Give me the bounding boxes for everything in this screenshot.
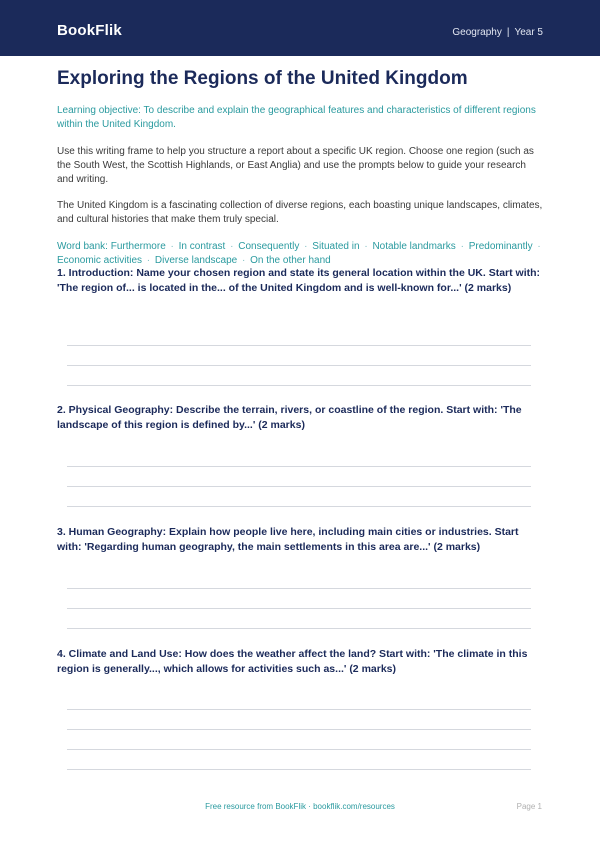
page-title: Exploring the Regions of the United Kingdom xyxy=(57,68,468,89)
answer-line[interactable] xyxy=(67,466,531,467)
context-paragraph: The United Kingdom is a fascinating collection of diverse regions, each boasting unique landscapes, climates, and cultural histories that make them truly special. xyxy=(57,200,543,225)
separator: · xyxy=(534,241,541,252)
brand-logo: BookFlik xyxy=(57,22,122,39)
question-3: 3. Human Geography: Explain how people live here, including main cities or industries. Start with: 'Regarding human geography, the main settlements in this area are...' (2 marks) xyxy=(57,526,519,553)
answer-line[interactable] xyxy=(67,769,531,770)
word-bank xyxy=(57,240,543,268)
separator: · xyxy=(167,241,177,252)
question-2: 2. Physical Geography: Describe the terrain, rivers, or coastline of the region. Start with: 'The landscape of this region is defined by...' (2 marks) xyxy=(57,404,522,431)
word-bank-item: Situated in xyxy=(312,241,360,252)
answer-line[interactable] xyxy=(67,365,531,366)
word-bank-item: Notable landmarks xyxy=(372,241,456,252)
answer-line[interactable] xyxy=(67,709,531,710)
answer-line[interactable] xyxy=(67,628,531,629)
intro-section xyxy=(57,62,543,268)
answer-line[interactable] xyxy=(67,506,531,507)
answer-line[interactable] xyxy=(67,608,531,609)
word-bank-item: Economic activities xyxy=(57,255,143,266)
footer-credit: Free resource from BookFlik · bookflik.com/resources xyxy=(205,802,395,811)
year-label: Year 5 xyxy=(514,27,543,38)
subject-label: Geography xyxy=(452,27,502,38)
separator: · xyxy=(144,255,153,266)
word-bank-item: On the other hand xyxy=(250,255,331,266)
question-4: 4. Climate and Land Use: How does the weather affect the land? Start with: 'The climate in this region is generally..., which allows for activities such as...' (2 marks) xyxy=(57,648,528,675)
answer-line[interactable] xyxy=(67,729,531,730)
word-bank-label: Word bank: xyxy=(57,241,108,252)
subject-year-label xyxy=(452,27,543,38)
word-bank-item: In contrast xyxy=(178,241,226,252)
answer-line[interactable] xyxy=(67,588,531,589)
answer-line[interactable] xyxy=(67,345,531,346)
page-header xyxy=(0,0,600,56)
separator: · xyxy=(361,241,371,252)
answer-line[interactable] xyxy=(67,749,531,750)
answer-line[interactable] xyxy=(67,486,531,487)
separator: · xyxy=(457,241,467,252)
word-bank-item: Consequently xyxy=(238,241,300,252)
word-bank-item: Furthermore xyxy=(110,241,166,252)
separator: · xyxy=(227,241,237,252)
question-1: 1. Introduction: Name your chosen region and state its general location within the UK. Start with: 'The region of... is located in the... of the United Kingdom and is well-known for...' (2 marks) xyxy=(57,267,541,294)
learning-objective: Learning objective: To describe and explain the geographical features and characteristics of different regions within the United Kingdom. xyxy=(57,105,536,130)
separator: | xyxy=(506,27,510,38)
page-number: Page 1 xyxy=(516,802,542,811)
separator: · xyxy=(301,241,311,252)
answer-line[interactable] xyxy=(67,385,531,386)
word-bank-item: Predominantly xyxy=(468,241,533,252)
instructions-paragraph: Use this writing frame to help you structure a report about a specific UK region. Choose one region (such as the South West, the Scottish Highlands, or East Anglia) and use the prompts below to guide your research and writing. xyxy=(57,146,534,185)
word-bank-item: Diverse landscape xyxy=(154,255,238,266)
page-footer xyxy=(0,800,600,816)
separator: · xyxy=(239,255,249,266)
